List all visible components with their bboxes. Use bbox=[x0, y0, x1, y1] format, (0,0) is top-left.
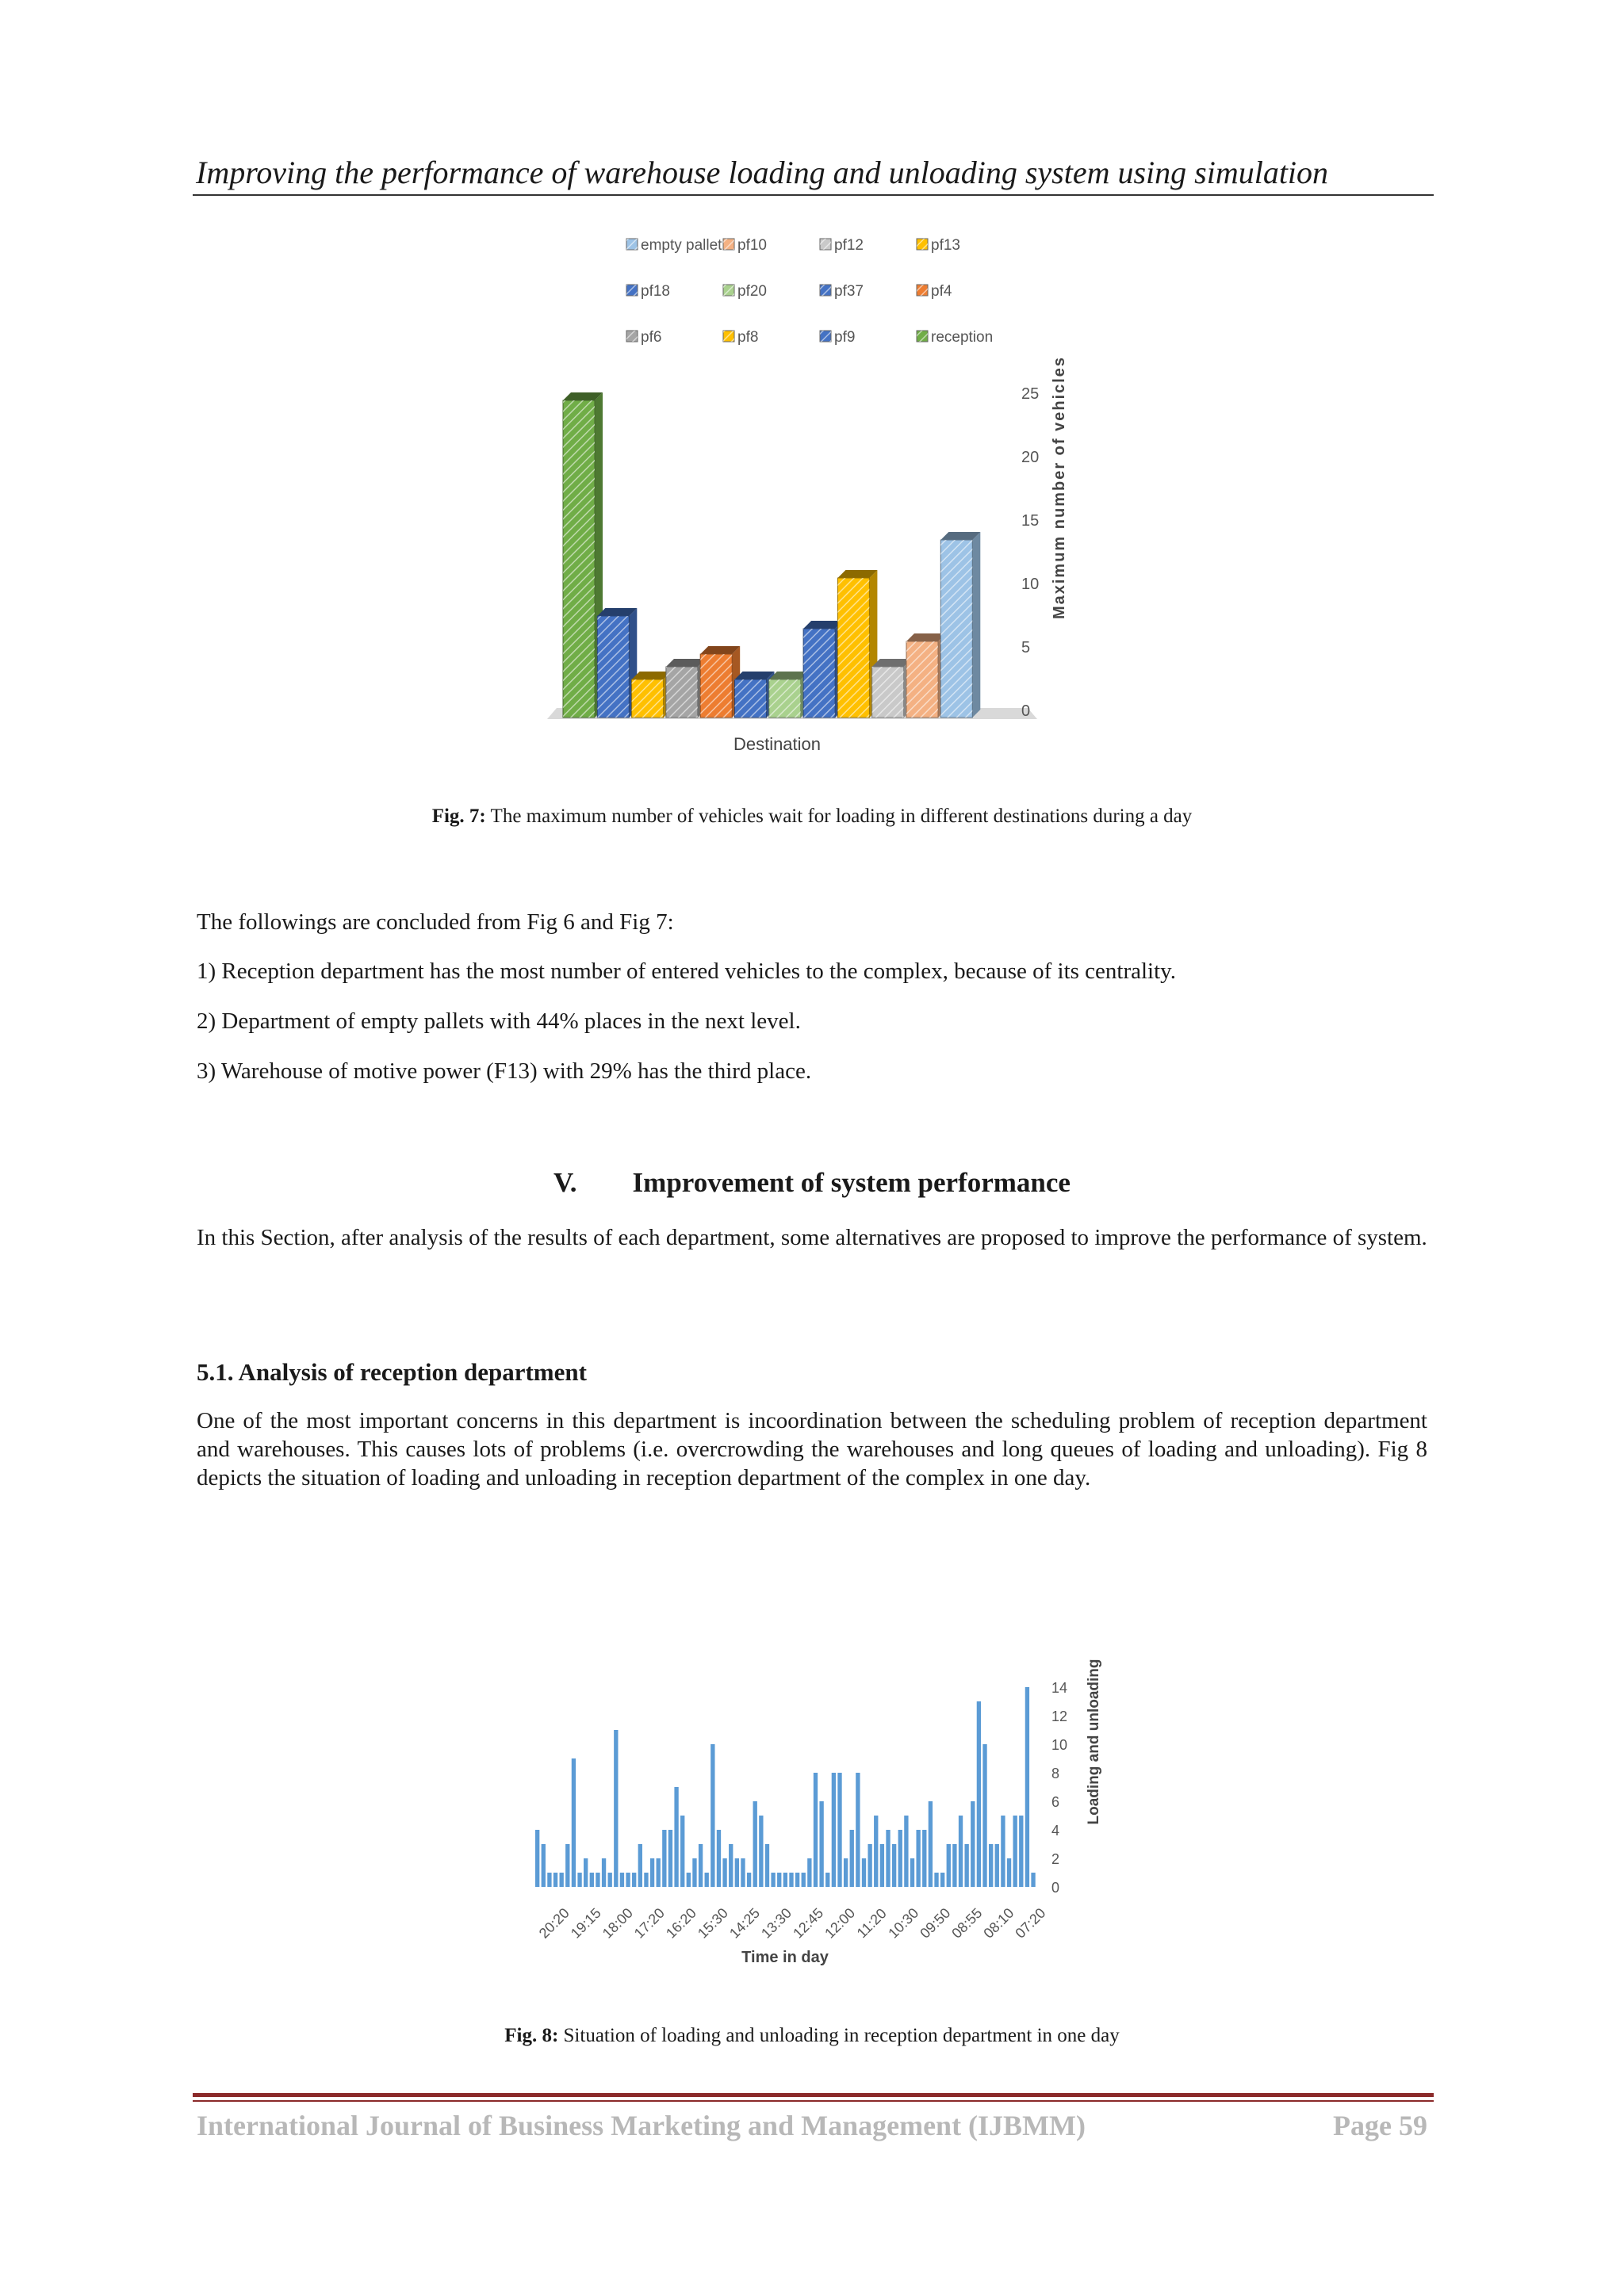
fig7-ylabel: Maximum number of vehicles bbox=[1051, 355, 1068, 620]
section-number: V. bbox=[553, 1167, 577, 1198]
footer-journal-name: International Journal of Business Marketing and Management (IJBMM) bbox=[197, 2110, 1086, 2141]
fig7-bar bbox=[906, 633, 946, 718]
fig8-bar bbox=[952, 1844, 956, 1887]
fig7-legend-label: pf6 bbox=[641, 329, 662, 346]
fig8-bar bbox=[777, 1873, 781, 1887]
conclusion-intro: The followings are concluded from Fig 6 and Fig 7: bbox=[197, 909, 674, 935]
fig8-bar bbox=[832, 1773, 836, 1887]
fig7-legend-label: pf4 bbox=[931, 283, 952, 300]
fig7-legend-item bbox=[626, 237, 722, 254]
fig8-bar bbox=[602, 1858, 606, 1887]
fig7-bar bbox=[700, 646, 740, 718]
header-rule bbox=[193, 194, 1434, 196]
fig8-caption-label: Fig. 8: bbox=[504, 2025, 559, 2046]
fig8-bar bbox=[692, 1858, 696, 1887]
fig7-caption bbox=[0, 806, 1624, 828]
fig7-bar-hatch bbox=[837, 578, 869, 718]
fig8-bar bbox=[560, 1873, 564, 1887]
fig8-bar bbox=[802, 1873, 806, 1887]
fig8-bar bbox=[657, 1858, 661, 1887]
fig7-legend-item bbox=[626, 329, 661, 346]
fig7-legend-item bbox=[917, 283, 952, 300]
fig7-legend-item bbox=[723, 329, 758, 346]
fig8-ytick-label: 6 bbox=[1051, 1794, 1060, 1810]
fig7-legend-label: empty pallet bbox=[641, 237, 722, 254]
fig8-xtick-label: 10:30 bbox=[885, 1904, 922, 1942]
fig7-ytick-label: 25 bbox=[1021, 385, 1040, 403]
fig8-chart bbox=[515, 1578, 1134, 1974]
fig8-xtick-label: 12:45 bbox=[790, 1904, 827, 1942]
fig8-bar bbox=[705, 1873, 709, 1887]
section-heading bbox=[0, 1167, 1624, 1199]
fig7-bar-hatch bbox=[769, 679, 801, 718]
fig8-bar bbox=[814, 1773, 818, 1887]
fig8-bar bbox=[844, 1858, 848, 1887]
fig8-bar bbox=[783, 1873, 787, 1887]
fig8-bar bbox=[850, 1830, 854, 1887]
fig8-bar bbox=[759, 1816, 763, 1887]
fig7-bar-hatch bbox=[940, 540, 972, 718]
fig7-bar-hatch bbox=[906, 641, 938, 718]
fig8-ylabel: Loading and unloading bbox=[1086, 1659, 1102, 1825]
fig8-bar bbox=[971, 1801, 975, 1887]
fig8-bar bbox=[1013, 1816, 1017, 1887]
fig7-legend-label: pf12 bbox=[834, 237, 864, 254]
fig8-bar bbox=[699, 1844, 703, 1887]
fig8-xtick-label: 17:20 bbox=[630, 1904, 668, 1942]
fig8-bar bbox=[565, 1844, 569, 1887]
fig8-xtick-label: 08:10 bbox=[980, 1904, 1017, 1942]
fig8-bar bbox=[650, 1858, 654, 1887]
fig8-bar bbox=[929, 1801, 933, 1887]
fig8-xtick-label: 18:00 bbox=[599, 1904, 636, 1942]
fig7-legend-label: pf20 bbox=[737, 283, 767, 300]
fig8-bar bbox=[735, 1858, 739, 1887]
fig8-xtick-label: 12:00 bbox=[822, 1904, 859, 1942]
fig7-legend-swatch-hatch bbox=[723, 285, 734, 296]
fig8-xtick-label: 08:55 bbox=[948, 1904, 986, 1942]
fig8-bar bbox=[1031, 1873, 1035, 1887]
fig7-bar bbox=[563, 392, 603, 718]
conclusion-point-1: 1) Reception department has the most number of entered vehicles to the complex, because of its centrality. bbox=[197, 959, 1177, 984]
fig8-y-axis bbox=[1051, 1680, 1067, 1896]
fig8-bar bbox=[535, 1830, 539, 1887]
subsection-paragraph: One of the most important concerns in this department is incoordination between the scheduling problem of reception department and warehouses. This causes lots of problems (i.e. overcrowding the warehouses and long queues of loading and unloading). Fig 8 depicts the situation of loading and unloading in reception department of the complex in one day. bbox=[197, 1408, 1427, 1490]
fig8-xtick-label: 16:20 bbox=[662, 1904, 699, 1942]
fig7-ytick-label: 0 bbox=[1021, 702, 1031, 720]
fig7-legend-item bbox=[820, 329, 855, 346]
fig8-bar bbox=[892, 1844, 896, 1887]
fig8-bar bbox=[596, 1873, 599, 1887]
fig7-legend-swatch-hatch bbox=[820, 331, 831, 342]
fig7-bar-hatch bbox=[563, 400, 595, 718]
fig8-bar bbox=[904, 1816, 908, 1887]
fig8-bar bbox=[765, 1844, 769, 1887]
fig7-bar-hatch bbox=[632, 679, 664, 718]
fig7-legend-swatch-hatch bbox=[723, 331, 734, 342]
fig8-xtick-label: 07:20 bbox=[1012, 1904, 1049, 1942]
fig8-bar bbox=[910, 1858, 914, 1887]
fig8-bar bbox=[856, 1773, 860, 1887]
fig7-bar bbox=[837, 570, 877, 718]
fig7-legend-item bbox=[820, 283, 864, 300]
fig7-legend-swatch-hatch bbox=[723, 239, 734, 250]
fig7-ytick-label: 5 bbox=[1021, 639, 1031, 656]
fig8-bar bbox=[614, 1730, 618, 1887]
fig7-legend-item bbox=[723, 283, 767, 300]
fig8-bar bbox=[1019, 1816, 1023, 1887]
fig8-bars bbox=[535, 1687, 1036, 1887]
fig7-legend-swatch-hatch bbox=[820, 285, 831, 296]
fig8-bar bbox=[995, 1844, 999, 1887]
fig8-ytick-label: 8 bbox=[1051, 1766, 1060, 1781]
fig8-xtick-label: 19:15 bbox=[567, 1904, 604, 1942]
fig7-legend-swatch-hatch bbox=[917, 331, 928, 342]
section-title: Improvement of system performance bbox=[632, 1167, 1071, 1198]
fig8-bar bbox=[680, 1816, 684, 1887]
fig8-bar bbox=[898, 1830, 902, 1887]
fig8-bar bbox=[722, 1858, 726, 1887]
fig8-bar bbox=[940, 1873, 944, 1887]
footer-page-number: Page 59 bbox=[1333, 2110, 1427, 2141]
fig7-legend-item bbox=[917, 329, 993, 346]
fig7-legend-item bbox=[626, 283, 670, 300]
fig8-bar bbox=[977, 1701, 981, 1887]
fig8-bar bbox=[1007, 1858, 1011, 1887]
fig7-bar-hatch bbox=[803, 629, 835, 718]
fig8-bar bbox=[916, 1830, 920, 1887]
fig7-ytick-label: 15 bbox=[1021, 512, 1040, 530]
fig7-legend-swatch-hatch bbox=[820, 239, 831, 250]
fig8-bar bbox=[934, 1873, 938, 1887]
fig8-bar bbox=[577, 1873, 581, 1887]
fig8-bar bbox=[880, 1844, 884, 1887]
fig8-xtick-label: 09:50 bbox=[917, 1904, 954, 1942]
fig8-ytick-label: 2 bbox=[1051, 1851, 1060, 1867]
fig8-bar bbox=[1001, 1816, 1005, 1887]
fig7-bar bbox=[940, 532, 980, 718]
fig8-caption-text: Situation of loading and unloading in reception department in one day bbox=[558, 2025, 1120, 2046]
fig7-bar bbox=[872, 659, 912, 718]
fig7-legend-swatch-hatch bbox=[917, 239, 928, 250]
fig7-bar-hatch bbox=[700, 654, 732, 718]
fig7-chart bbox=[523, 226, 1094, 773]
fig8-ytick-label: 14 bbox=[1051, 1680, 1068, 1696]
fig7-legend-label: pf18 bbox=[641, 283, 670, 300]
fig8-xlabel: Time in day bbox=[741, 1949, 829, 1966]
fig7-legend-swatch-hatch bbox=[626, 331, 638, 342]
fig8-ytick-label: 4 bbox=[1051, 1823, 1060, 1839]
fig7-legend-label: pf13 bbox=[931, 237, 960, 254]
fig7-legend-label: pf9 bbox=[834, 329, 856, 346]
fig8-bar bbox=[795, 1873, 799, 1887]
fig8-bar bbox=[620, 1873, 624, 1887]
fig8-bar bbox=[747, 1873, 751, 1887]
fig8-bar bbox=[644, 1873, 648, 1887]
fig7-y-axis bbox=[1021, 385, 1039, 720]
fig8-xtick-label: 11:20 bbox=[853, 1905, 890, 1942]
fig8-xtick-label: 20:20 bbox=[535, 1904, 573, 1942]
fig8-bar bbox=[886, 1830, 890, 1887]
fig8-bar bbox=[753, 1801, 757, 1887]
fig8-bar bbox=[807, 1858, 811, 1887]
running-header-title: Improving the performance of warehouse loading and unloading system using simulation bbox=[196, 155, 1329, 190]
fig7-caption-label: Fig. 7: bbox=[431, 806, 486, 827]
fig8-bar bbox=[922, 1830, 926, 1887]
fig8-bar bbox=[989, 1844, 993, 1887]
conclusion-point-3: 3) Warehouse of motive power (F13) with 29% has the third place. bbox=[197, 1058, 812, 1084]
fig8-bar bbox=[874, 1816, 878, 1887]
fig8-bar bbox=[819, 1801, 823, 1887]
fig8-bar bbox=[717, 1830, 721, 1887]
fig8-bar bbox=[553, 1873, 557, 1887]
fig8-bar bbox=[547, 1873, 551, 1887]
fig7-bar bbox=[597, 608, 637, 718]
fig7-bar bbox=[632, 672, 672, 718]
fig8-bar bbox=[964, 1844, 968, 1887]
fig7-bar-hatch bbox=[735, 679, 767, 718]
fig8-ytick-label: 12 bbox=[1051, 1709, 1068, 1724]
fig7-bar-hatch bbox=[666, 667, 698, 718]
fig8-bar bbox=[741, 1858, 745, 1887]
fig8-bar bbox=[1025, 1687, 1029, 1887]
fig7-legend-label: reception bbox=[931, 329, 994, 346]
fig7-bar bbox=[803, 621, 843, 718]
fig7-legend-swatch-hatch bbox=[917, 285, 928, 296]
fig8-bar bbox=[825, 1873, 829, 1887]
fig7-caption-text: The maximum number of vehicles wait for loading in different destinations during a day bbox=[485, 806, 1193, 827]
fig8-bar bbox=[626, 1873, 630, 1887]
fig8-xtick-label: 14:25 bbox=[726, 1904, 764, 1942]
fig7-legend-item bbox=[917, 237, 960, 254]
conclusion-point-2: 2) Department of empty pallets with 44% places in the next level. bbox=[197, 1008, 801, 1034]
fig8-ytick-label: 0 bbox=[1051, 1880, 1060, 1896]
fig8-bar bbox=[771, 1873, 775, 1887]
fig8-bar bbox=[687, 1873, 691, 1887]
fig8-bar bbox=[789, 1873, 793, 1887]
section-paragraph: In this Section, after analysis of the results of each department, some alternatives are proposed to improve the performance of system. bbox=[197, 1225, 1427, 1250]
fig8-bar bbox=[662, 1830, 666, 1887]
fig8-bar bbox=[947, 1844, 951, 1887]
fig7-legend-item bbox=[820, 237, 864, 254]
fig8-caption bbox=[0, 2025, 1624, 2047]
fig8-bar bbox=[729, 1844, 733, 1887]
fig7-legend-swatch-hatch bbox=[626, 239, 638, 250]
fig8-bar bbox=[862, 1858, 866, 1887]
fig8-bar bbox=[837, 1773, 841, 1887]
fig7-ytick-label: 20 bbox=[1021, 449, 1040, 466]
footer-rule-thick bbox=[193, 2093, 1434, 2097]
fig8-bar bbox=[982, 1744, 986, 1887]
fig8-xtick-label: 15:30 bbox=[694, 1904, 731, 1942]
fig7-legend bbox=[626, 237, 993, 346]
fig7-bar-hatch bbox=[872, 667, 904, 718]
fig8-bar bbox=[608, 1873, 612, 1887]
fig7-legend-swatch-hatch bbox=[626, 285, 638, 296]
subsection-heading: 5.1. Analysis of reception department bbox=[197, 1358, 587, 1386]
fig8-bar bbox=[868, 1844, 871, 1887]
fig7-ytick-label: 10 bbox=[1021, 576, 1040, 593]
fig8-bar bbox=[710, 1744, 714, 1887]
fig8-ytick-label: 10 bbox=[1051, 1737, 1068, 1753]
fig8-bar bbox=[542, 1844, 546, 1887]
fig7-xlabel: Destination bbox=[733, 734, 822, 754]
fig8-bar bbox=[638, 1844, 642, 1887]
fig8-bar bbox=[674, 1787, 678, 1887]
fig8-bar bbox=[632, 1873, 636, 1887]
fig7-bar bbox=[666, 659, 706, 718]
fig8-bar bbox=[584, 1858, 588, 1887]
fig7-legend-label: pf37 bbox=[834, 283, 864, 300]
fig8-bar bbox=[959, 1816, 963, 1887]
fig7-bars bbox=[563, 392, 980, 718]
fig8-bar bbox=[668, 1830, 672, 1887]
fig8-bar bbox=[590, 1873, 594, 1887]
fig7-bar bbox=[735, 672, 775, 718]
fig7-bar-side bbox=[972, 532, 980, 718]
fig8-x-ticks bbox=[536, 1905, 1049, 1942]
fig7-legend-label: pf8 bbox=[737, 329, 759, 346]
fig7-legend-label: pf10 bbox=[737, 237, 767, 254]
fig7-legend-item bbox=[723, 237, 767, 254]
footer-rule-thin bbox=[193, 2100, 1434, 2102]
fig8-xtick-label: 13:30 bbox=[758, 1904, 795, 1942]
fig8-bar bbox=[572, 1758, 576, 1887]
fig7-bar-hatch bbox=[597, 616, 629, 718]
fig7-bar bbox=[769, 672, 809, 718]
